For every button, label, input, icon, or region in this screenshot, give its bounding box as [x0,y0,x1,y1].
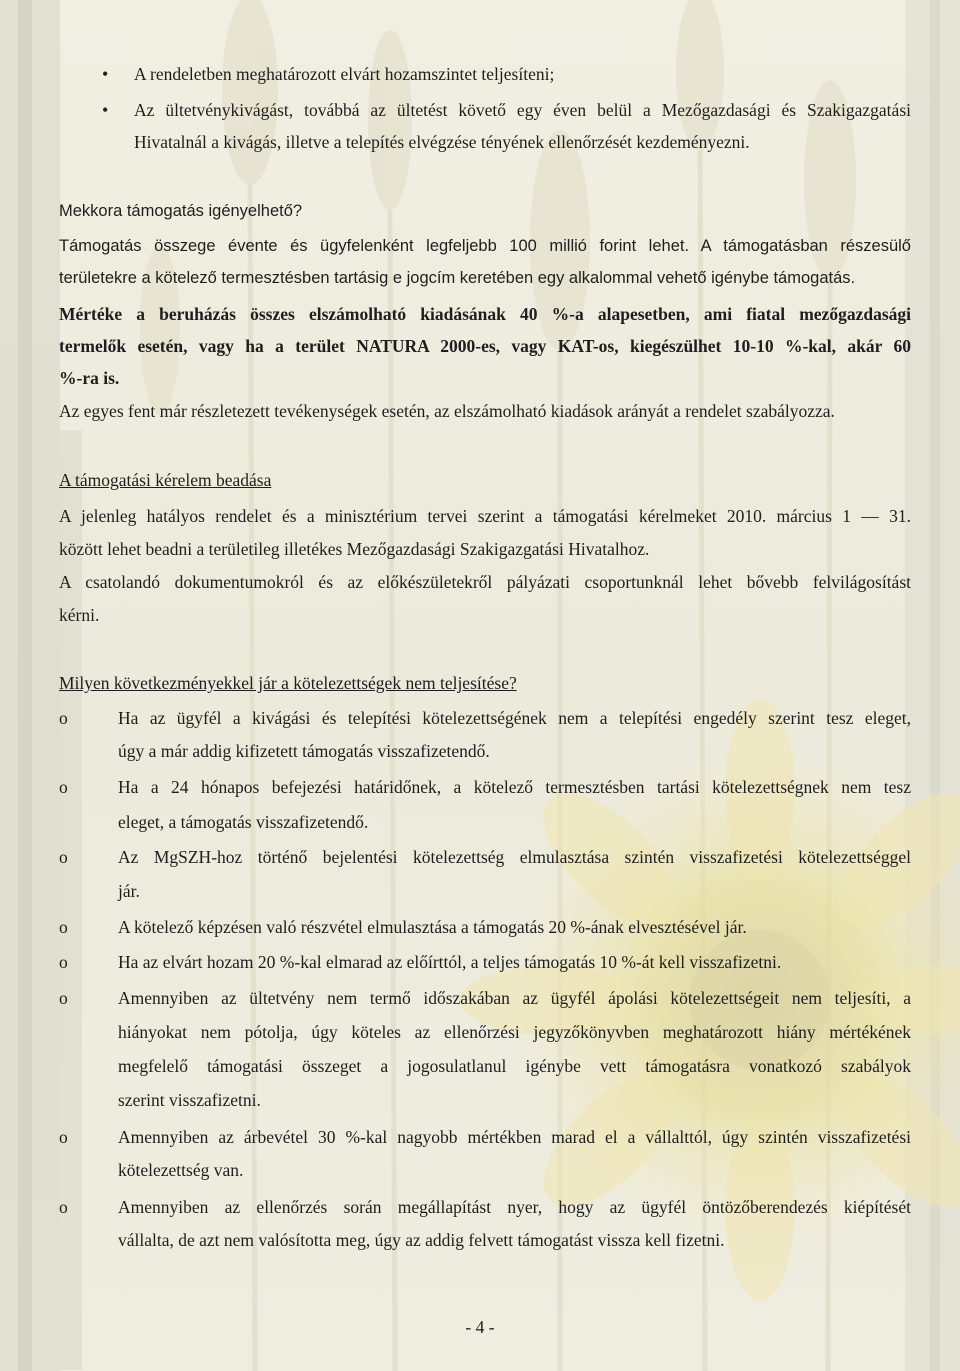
list-marker: o [59,777,68,797]
bullet-item-1: A rendeletben meghatározott elvárt hozamszintet teljesíteni; [134,64,555,84]
list-item-line: szerint visszafizetni. [118,1090,261,1110]
bullet-marker: • [102,64,109,84]
bullet-item-2-line-1: Az ültetvénykivágást, továbbá az ültetést követő egy éven belül a Mezőgazdasági és Szakigazgatási [134,100,911,120]
list-marker: o [59,917,68,937]
list-marker: o [59,988,68,1008]
amount-bold-line-3: %-ra is. [59,368,120,388]
list-marker: o [59,1197,68,1217]
list-item-line: kötelezettség van. [118,1160,244,1180]
list-item-line: Amennyiben az ellenőrzés során megállapítást nyer, hogy az ügyfél öntözőberendezés kiépítését [118,1197,911,1217]
list-item-line: úgy a már addig kifizetett támogatás visszafizetendő. [118,741,490,761]
amount-text-line-1: Támogatás összege évente és ügyfelenként legfeljebb 100 millió forint lehet. A támogatásban részesülő [59,237,911,255]
amount-bold-line-1: Mértéke a beruházás összes elszámolható kiadásának 40 %-a alapesetben, ami fiatal mezőgazdasági [59,304,911,324]
list-item-line: Ha az elvárt hozam 20 %-kal elmarad az előírttól, a teljes támogatás 10 %-át kell visszafizetni. [118,952,782,972]
list-marker: o [59,708,68,728]
list-marker: o [59,847,68,867]
list-item-line: Amennyiben az ültetvény nem termő időszakában az ügyfél ápolási kötelezettségeit nem teljesíti, a [118,988,911,1008]
amount-text-line-3: Az egyes fent már részletezett tevékenységek esetén, az elszámolható kiadások arányát a rendelet szabályozza. [59,401,835,421]
application-text-line-3: A csatolandó dokumentumokról és az előkészületekről pályázati csoportunknál lehet bővebb felvilágosítást [59,572,911,592]
bullet-item-2-line-2: Hivatalnál a kivágás, illetve a telepítés elvégzése tényének ellenőrzését kezdeményezni. [134,132,750,152]
list-item-line: Ha a 24 hónapos befejezési határidőnek, a kötelező termesztésben tartási kötelezettségnek nem tesz [118,777,911,797]
list-item-line: hiányokat nem pótolja, úgy köteles az ellenőrzési jegyzőkönyvben meghatározott hiány mértékének [118,1022,911,1042]
section-heading-amount: Mekkora támogatás igényelhető? [59,202,303,220]
list-item-line: vállalta, de azt nem valósította meg, úgy az addig felvett támogatást vissza kell fizetni. [118,1230,725,1250]
list-item-line: Ha az ügyfél a kivágási és telepítési kötelezettségének nem a telepítési engedély szerint tesz eleget, [118,708,911,728]
section-heading-consequences: Milyen következményekkel jár a kötelezettségek nem teljesítése? [59,673,517,693]
application-text-line-2: között lehet beadni a területileg illetékes Mezőgazdasági Szakigazgatási Hivatalhoz. [59,539,650,559]
list-item-line: eleget, a támogatás visszafizetendő. [118,812,369,832]
list-marker: o [59,1127,68,1147]
list-item-line: Az MgSZH-hoz történő bejelentési kötelezettség elmulasztása szintén visszafizetési kötelezettséggel [118,847,911,867]
amount-text-line-2: területekre a kötelező termesztésben tartásig e jogcím keretében egy alkalommal vehető igénybe támogatás. [59,269,856,287]
list-item-line: jár. [118,881,140,901]
list-item-line: A kötelező képzésen való részvétel elmulasztása a támogatás 20 %-ának elvesztésével jár. [118,917,747,937]
section-heading-application: A támogatási kérelem beadása [59,470,272,490]
page-number: - 4 - [465,1317,495,1337]
list-marker: o [59,952,68,972]
application-text-line-4: kérni. [59,605,100,625]
list-item-line: megfelelő támogatási összeget a jogosulatlanul igénybe vett támogatásra vonatkozó szabályok [118,1056,911,1076]
amount-bold-line-2: termelők esetén, vagy ha a terület NATURA 2000-es, vagy KAT-os, kiegészülhet 10-10 %-kal, akár 60 [59,336,911,356]
bullet-marker: • [102,100,109,120]
list-item-line: Amennyiben az árbevétel 30 %-kal nagyobb mértékben marad el a vállalttól, úgy szintén visszafizetési [118,1127,911,1147]
application-text-line-1: A jelenleg hatályos rendelet és a minisztérium tervei szerint a támogatási kérelmeket 2010. március 1 — 31. [59,506,911,526]
